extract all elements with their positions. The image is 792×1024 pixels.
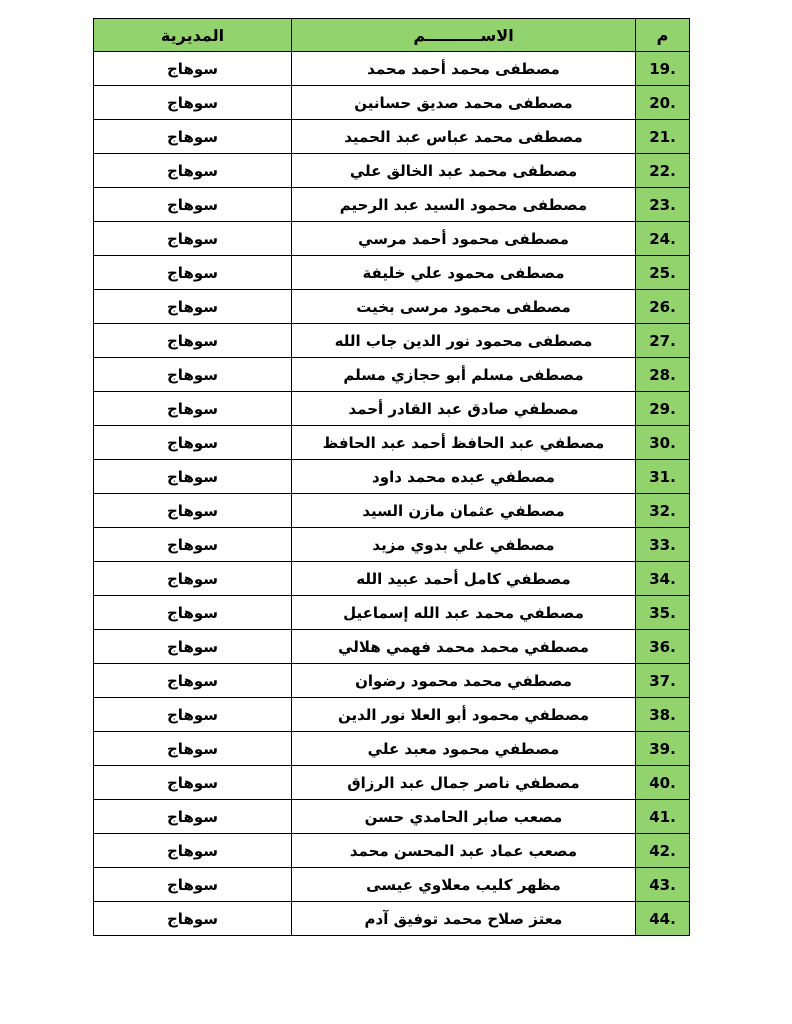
header-num: م xyxy=(636,19,690,52)
row-number: 42. xyxy=(636,834,690,868)
row-directorate: سوهاج xyxy=(94,732,292,766)
row-number: 32. xyxy=(636,494,690,528)
row-directorate: سوهاج xyxy=(94,188,292,222)
row-directorate: سوهاج xyxy=(94,902,292,936)
table-row xyxy=(94,630,690,664)
table-row xyxy=(94,732,690,766)
row-number: 24. xyxy=(636,222,690,256)
table-row xyxy=(94,494,690,528)
row-directorate: سوهاج xyxy=(94,834,292,868)
row-directorate: سوهاج xyxy=(94,766,292,800)
row-number: 25. xyxy=(636,256,690,290)
row-name: مصطفى محمود مرسى بخيت xyxy=(292,290,636,324)
row-number: 40. xyxy=(636,766,690,800)
row-number: 36. xyxy=(636,630,690,664)
row-number: 23. xyxy=(636,188,690,222)
row-directorate: سوهاج xyxy=(94,596,292,630)
table-row xyxy=(94,596,690,630)
row-directorate: سوهاج xyxy=(94,698,292,732)
row-name: مصطفي محمود معبد علي xyxy=(292,732,636,766)
table-row xyxy=(94,766,690,800)
row-number: 38. xyxy=(636,698,690,732)
row-name: مصطفى محمد عباس عبد الحميد xyxy=(292,120,636,154)
row-directorate: سوهاج xyxy=(94,800,292,834)
table-row xyxy=(94,358,690,392)
row-number: 30. xyxy=(636,426,690,460)
row-name: مصعب عماد عبد المحسن محمد xyxy=(292,834,636,868)
table-row xyxy=(94,256,690,290)
row-name: مصطفى محمود السيد عبد الرحيم xyxy=(292,188,636,222)
row-name: مصطفى مسلم أبو حجازي مسلم xyxy=(292,358,636,392)
row-name: مصطفي محمد عبد الله إسماعيل xyxy=(292,596,636,630)
header-directorate: المديرية xyxy=(94,19,292,52)
row-directorate: سوهاج xyxy=(94,120,292,154)
table-row xyxy=(94,698,690,732)
row-number: 39. xyxy=(636,732,690,766)
row-directorate: سوهاج xyxy=(94,52,292,86)
row-number: 35. xyxy=(636,596,690,630)
table-row xyxy=(94,664,690,698)
table-row xyxy=(94,902,690,936)
row-directorate: سوهاج xyxy=(94,664,292,698)
row-name: مصطفي عبده محمد داود xyxy=(292,460,636,494)
row-number: 20. xyxy=(636,86,690,120)
row-number: 41. xyxy=(636,800,690,834)
table-row xyxy=(94,154,690,188)
row-name: مصطفي عثمان مازن السيد xyxy=(292,494,636,528)
row-name: مصطفى محمود أحمد مرسي xyxy=(292,222,636,256)
row-number: 27. xyxy=(636,324,690,358)
row-directorate: سوهاج xyxy=(94,868,292,902)
row-directorate: سوهاج xyxy=(94,528,292,562)
table-row xyxy=(94,528,690,562)
row-number: 33. xyxy=(636,528,690,562)
row-directorate: سوهاج xyxy=(94,494,292,528)
table-row xyxy=(94,834,690,868)
row-name: مصطفي محمد محمد فهمي هلالي xyxy=(292,630,636,664)
row-number: 43. xyxy=(636,868,690,902)
row-number: 28. xyxy=(636,358,690,392)
table-row xyxy=(94,426,690,460)
row-name: مظهر كليب معلاوي عيسى xyxy=(292,868,636,902)
header-row xyxy=(94,19,690,52)
table-row xyxy=(94,460,690,494)
row-name: مصطفى محمود علي خليفة xyxy=(292,256,636,290)
table-row xyxy=(94,222,690,256)
row-directorate: سوهاج xyxy=(94,256,292,290)
row-number: 44. xyxy=(636,902,690,936)
table-row xyxy=(94,392,690,426)
row-directorate: سوهاج xyxy=(94,426,292,460)
row-directorate: سوهاج xyxy=(94,222,292,256)
row-number: 22. xyxy=(636,154,690,188)
row-name: مصطفي صادق عبد القادر أحمد xyxy=(292,392,636,426)
row-directorate: سوهاج xyxy=(94,290,292,324)
row-name: مصطفى محمود نور الدين جاب الله xyxy=(292,324,636,358)
row-name: مصطفي عبد الحافظ أحمد عبد الحافظ xyxy=(292,426,636,460)
row-name: مصطفي ناصر جمال عبد الرزاق xyxy=(292,766,636,800)
table-row xyxy=(94,290,690,324)
row-number: 21. xyxy=(636,120,690,154)
row-number: 37. xyxy=(636,664,690,698)
table-row xyxy=(94,52,690,86)
row-name: مصطفي كامل أحمد عبيد الله xyxy=(292,562,636,596)
roster-sheet xyxy=(93,18,689,936)
table-row xyxy=(94,86,690,120)
row-directorate: سوهاج xyxy=(94,86,292,120)
row-name: مصطفي محمد محمود رضوان xyxy=(292,664,636,698)
row-directorate: سوهاج xyxy=(94,630,292,664)
row-number: 31. xyxy=(636,460,690,494)
row-directorate: سوهاج xyxy=(94,324,292,358)
table-row xyxy=(94,800,690,834)
row-directorate: سوهاج xyxy=(94,358,292,392)
row-number: 26. xyxy=(636,290,690,324)
row-name: مصطفى محمد أحمد محمد xyxy=(292,52,636,86)
row-name: مصطفى محمد عبد الخالق علي xyxy=(292,154,636,188)
row-name: مصطفي علي بدوي مزيد xyxy=(292,528,636,562)
row-name: مصطفى محمد صديق حسانين xyxy=(292,86,636,120)
row-number: 19. xyxy=(636,52,690,86)
row-name: مصطفي محمود أبو العلا نور الدين xyxy=(292,698,636,732)
row-name: مصعب صابر الحامدي حسن xyxy=(292,800,636,834)
row-directorate: سوهاج xyxy=(94,154,292,188)
row-directorate: سوهاج xyxy=(94,562,292,596)
table-row xyxy=(94,562,690,596)
row-name: معتز صلاح محمد توفيق آدم xyxy=(292,902,636,936)
table-row xyxy=(94,188,690,222)
table-row xyxy=(94,324,690,358)
table-row xyxy=(94,868,690,902)
row-number: 34. xyxy=(636,562,690,596)
roster-table xyxy=(93,18,690,936)
table-body xyxy=(94,52,690,936)
table-header xyxy=(94,19,690,52)
row-number: 29. xyxy=(636,392,690,426)
row-directorate: سوهاج xyxy=(94,460,292,494)
row-directorate: سوهاج xyxy=(94,392,292,426)
header-name: الاســــــــــم xyxy=(292,19,636,52)
table-row xyxy=(94,120,690,154)
